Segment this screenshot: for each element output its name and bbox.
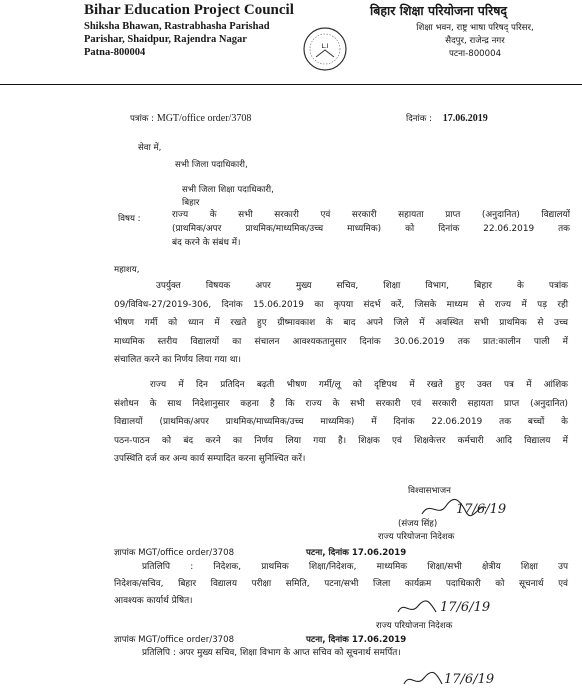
ref-label: पत्रांक : [130,114,155,124]
memo-1-label: ज्ञापांक MGT/office order/3708 [114,548,235,558]
subject [172,208,570,250]
addressee-1: सभी जिला पदाधिकारी, [175,160,248,170]
ref-date-value: 17.06.2019 [442,113,488,124]
emblem-logo [302,26,348,72]
closing: विश्वासभाजन [408,486,451,496]
paragraph-1 [114,277,568,370]
paragraph-line: विद्यालयों (प्राथमिक/अपर प्राथमिक/माध्यमिक/उच्च माध्यमिक) में दिनांक 22.06.2019 तक बच्चों के [114,417,568,428]
paragraph-line: संचालित करने का निर्णय लिया गया था। [114,355,242,366]
ref-date [406,112,488,124]
hindi-org-title: बिहार शिक्षा परियोजना परिषद् [370,3,508,18]
paragraph-2 [114,376,568,469]
memo-2-label: ज्ञापांक MGT/office order/3708 [114,635,235,645]
memo-2-sign-date: 17/6/19 [444,672,495,687]
paragraph-line: भीषण गर्मी को ध्यान में रखते हुए ग्रीष्मावकाश के बाद अपने जिले में अवस्थित सभी प्राथमिक से उच्च [114,318,568,329]
subject-line: राज्य के सभी सरकारी एवं सरकारी सहायता प्राप्त (अनुदानित) विद्यालयों [172,210,570,220]
addressee-3: बिहार [182,198,200,208]
english-address-line: Parishar, Shaidpur, Rajendra Nagar [84,34,247,45]
paragraph-line: संशोधन के साथ निदेशानुसार कहना है कि राज्य के सभी सरकारी एवं सरकारी सहायता प्राप्त (अनुदानित) [114,398,568,409]
paragraph-line: 09/विविध-27/2019-306, दिनांक 15.06.2019 का कृपया संदर्भ करें, जिसके माध्यम से राज्य में पड़ रही [114,299,568,310]
memo-line: निदेशक/सचिव, बिहार विद्यालय परीक्षा समिति, पटना/सभी जिला कार्यक्रम पदाधिकारी को सूचनार्थ एवं [114,579,568,589]
paragraph-line: पठन-पाठन को बंद करने का निर्णय लिया गया है। शिक्षक एवं शिक्षकेत्तर कर्मचारी आदि विद्यालय में [114,435,568,446]
ref-number: MGT/office order/3708 [156,113,252,124]
hindi-address-line: पटना-800004 [448,49,502,59]
memo-1-date: पटना, दिनांक 17.06.2019 [306,548,407,558]
header-divider [0,84,582,85]
subject-label: विषय : [118,214,141,224]
paragraph-line: माध्यमिक स्तरीय विद्यालयों का संचालन आवश्यकतानुसार दिनांक 30.06.2019 तक प्रात:कालीन पाली में [114,336,568,347]
subject-line: (प्राथमिक/अपर प्राथमिक/माध्यमिक/उच्च माध्यमिक) को दिनांक 22.06.2019 तक [172,224,570,234]
english-address-line: Patna-800004 [84,47,146,58]
ref-date-label: दिनांक : [406,114,433,124]
to-label: सेवा में, [138,143,162,153]
hindi-address [370,22,580,61]
memo-1-title: राज्य परियोजना निदेशक [376,621,453,631]
paragraph-line: राज्य में दिन प्रतिदिन बढ़ती भीषण गर्मी/लू को दृष्टिपथ में रखते हुए उक्त पत्र में आंशिक [150,380,568,390]
english-org-title: Bihar Education Project Council [84,2,294,18]
signature-date: 17/6/19 [456,502,507,517]
english-address [84,20,270,59]
logo-text: L.I [321,43,329,50]
addressee-2: सभी जिला शिक्षा पदाधिकारी, [182,185,274,195]
english-address-line: Shiksha Bhawan, Rastrabhasha Parishad [84,21,270,32]
signatory-title: राज्य परियोजना निदेशक [378,532,455,542]
paragraph-line: उपर्युक्त विषयक अपर मुख्य सचिव, शिक्षा विभाग, बिहार के पत्रांक [156,281,568,291]
memo-2-line: प्रतिलिपि : अपर मुख्य सचिव, शिक्षा विभाग के आप्त सचिव को सूचनार्थ समर्पित। [142,648,401,658]
paragraph-line: उपस्थिति दर्ज कर अन्य कार्य सम्पादित करना सुनिश्चित करें। [114,454,306,465]
salutation: महाशय, [114,265,140,275]
subject-line: बंद करने के संबंध में। [172,238,241,248]
reference [130,112,251,124]
memo-2-date: पटना, दिनांक 17.06.2019 [306,635,407,645]
hindi-address-line: शिक्षा भवन, राष्ट्र भाषा परिषद् परिसर, [416,23,534,33]
signatory-name: (संजय सिंह) [398,519,438,529]
memo-1-sign-date: 17/6/19 [440,600,491,615]
memo-line: प्रतिलिपि : निदेशक, प्राथमिक शिक्षा/निदेशक, माध्यमिक शिक्षा/सभी क्षेत्रीय शिक्षा उप [142,562,568,572]
hindi-address-line: सैदपुर, राजेन्द्र नगर [445,36,505,46]
memo-1-body [114,559,568,610]
memo-line: आवश्यक कार्यार्थ प्रेषित। [114,596,193,606]
